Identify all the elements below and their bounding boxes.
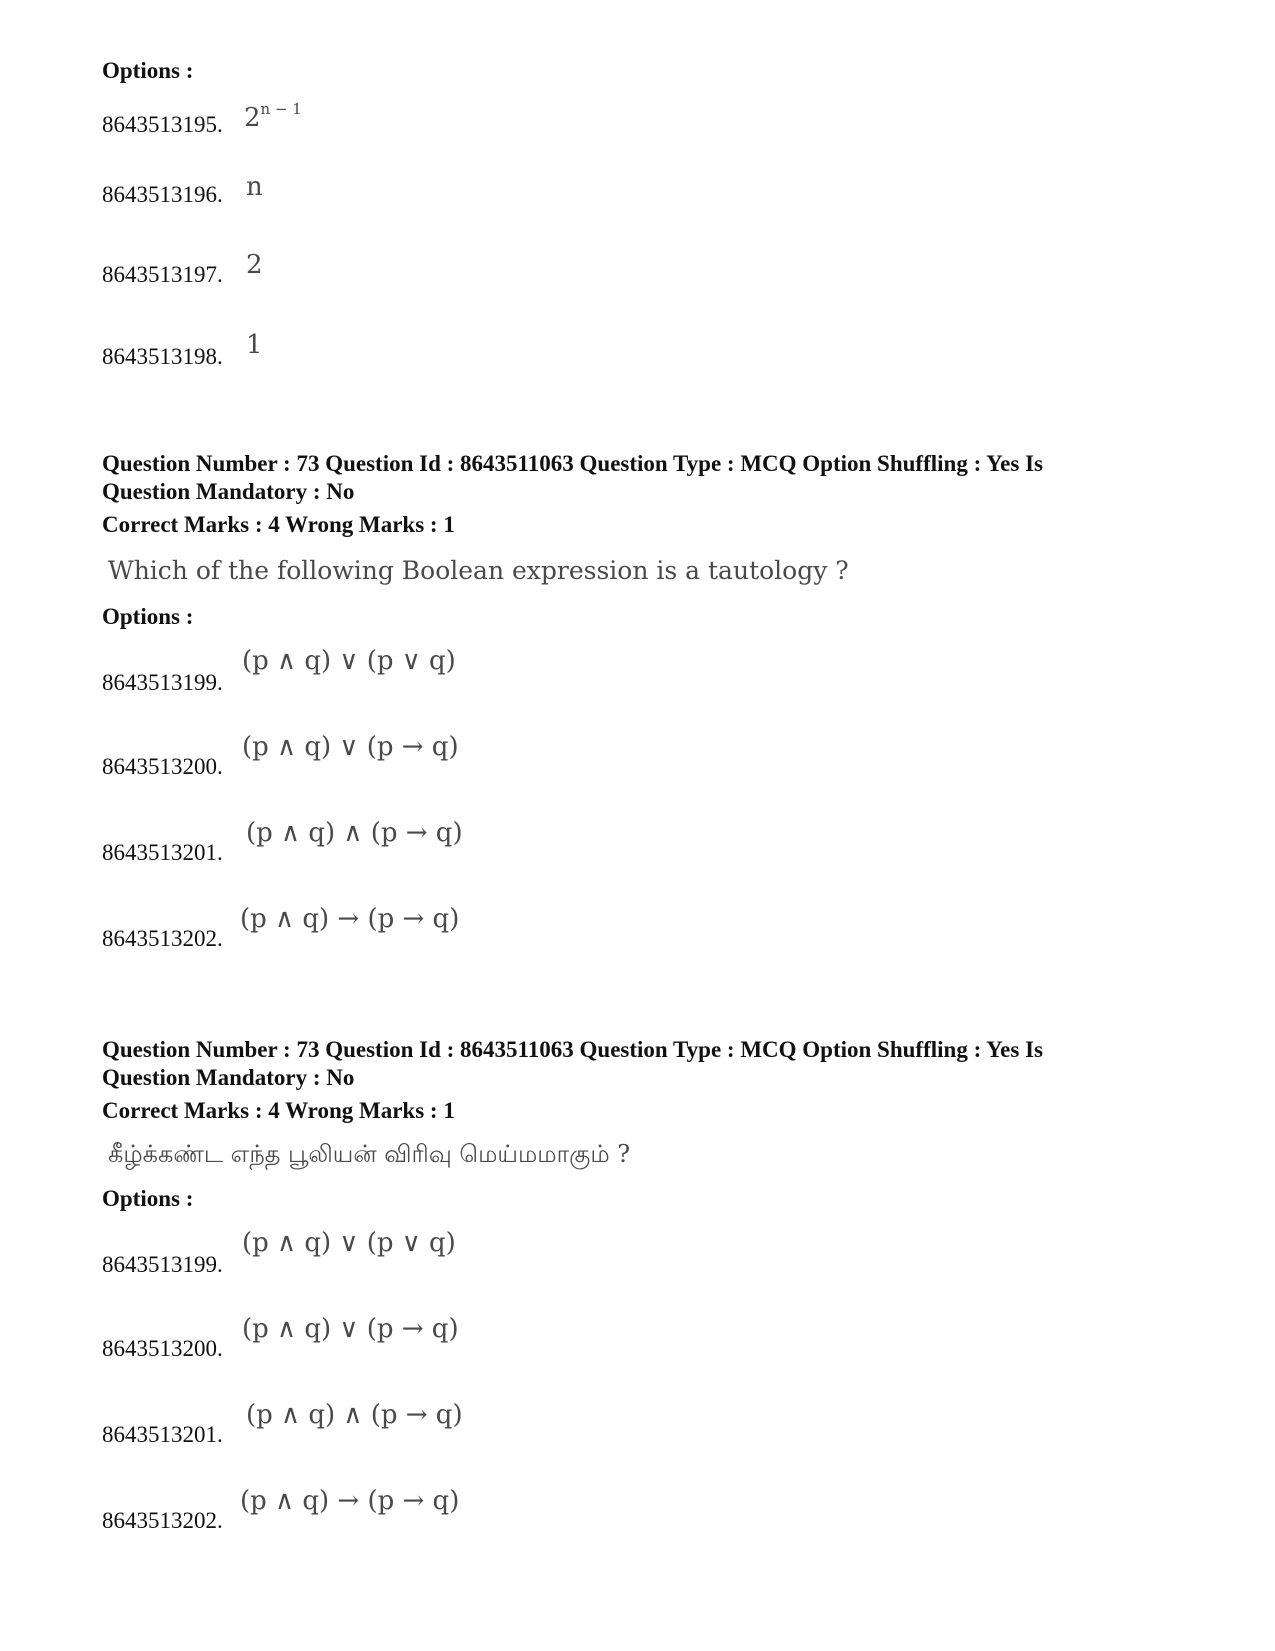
option-value: (p ∧ q) ∨ (p ∨ q): [242, 646, 456, 676]
option-id: 8643513202.: [102, 926, 223, 951]
option-value: n: [246, 172, 263, 202]
question-header: [102, 1036, 1182, 1092]
option-value: 2: [246, 250, 263, 280]
question-header: [102, 450, 1182, 506]
option-value: (p ∧ q) ∨ (p → q): [242, 732, 459, 762]
option-id: 8643513201.: [102, 840, 223, 865]
option-value: (p ∧ q) ∧ (p → q): [246, 818, 463, 848]
question-marks: Correct Marks : 4 Wrong Marks : 1: [102, 1098, 455, 1123]
question-header-line2: Question Mandatory : No: [102, 1065, 355, 1090]
option-id: 8643513201.: [102, 1422, 223, 1447]
question-header-line2: Question Mandatory : No: [102, 479, 355, 504]
question-header-line1: Question Number : 73 Question Id : 8643511063 Question Type : MCQ Option Shuffling : Yes Is: [102, 1037, 1043, 1062]
option-value: (p ∧ q) → (p → q): [240, 1486, 460, 1516]
option-value: (p ∧ q) → (p → q): [240, 904, 460, 934]
option-value: (p ∧ q) ∨ (p ∨ q): [242, 1228, 456, 1258]
option-id: 8643513200.: [102, 1336, 223, 1361]
option-id: 8643513196.: [102, 182, 223, 207]
option-value: (p ∧ q) ∧ (p → q): [246, 1400, 463, 1430]
option-id: 8643513199.: [102, 670, 223, 695]
option-id: 8643513197.: [102, 262, 223, 287]
options-label: Options :: [102, 604, 194, 629]
option-value: (p ∧ q) ∨ (p → q): [242, 1314, 459, 1344]
question-text: கீழ்க்கண்ட எந்த பூலியன் விரிவு மெய்மமாகும் ?: [108, 1140, 631, 1168]
option-id: 8643513199.: [102, 1252, 223, 1277]
option-id: 8643513198.: [102, 344, 223, 369]
options-label: Options :: [102, 1186, 194, 1211]
option-value: 1: [246, 330, 263, 360]
option-id: 8643513195.: [102, 112, 223, 137]
option-base: 2: [244, 103, 261, 133]
option-id: 8643513200.: [102, 754, 223, 779]
option-value: [244, 100, 302, 133]
question-header-line1: Question Number : 73 Question Id : 8643511063 Question Type : MCQ Option Shuffling : Yes Is: [102, 451, 1043, 476]
options-label: Options :: [102, 58, 194, 83]
option-exponent: n − 1: [260, 100, 302, 118]
question-text: Which of the following Boolean expression is a tautology ?: [108, 556, 849, 585]
option-id: 8643513202.: [102, 1508, 223, 1533]
question-marks: Correct Marks : 4 Wrong Marks : 1: [102, 512, 455, 537]
